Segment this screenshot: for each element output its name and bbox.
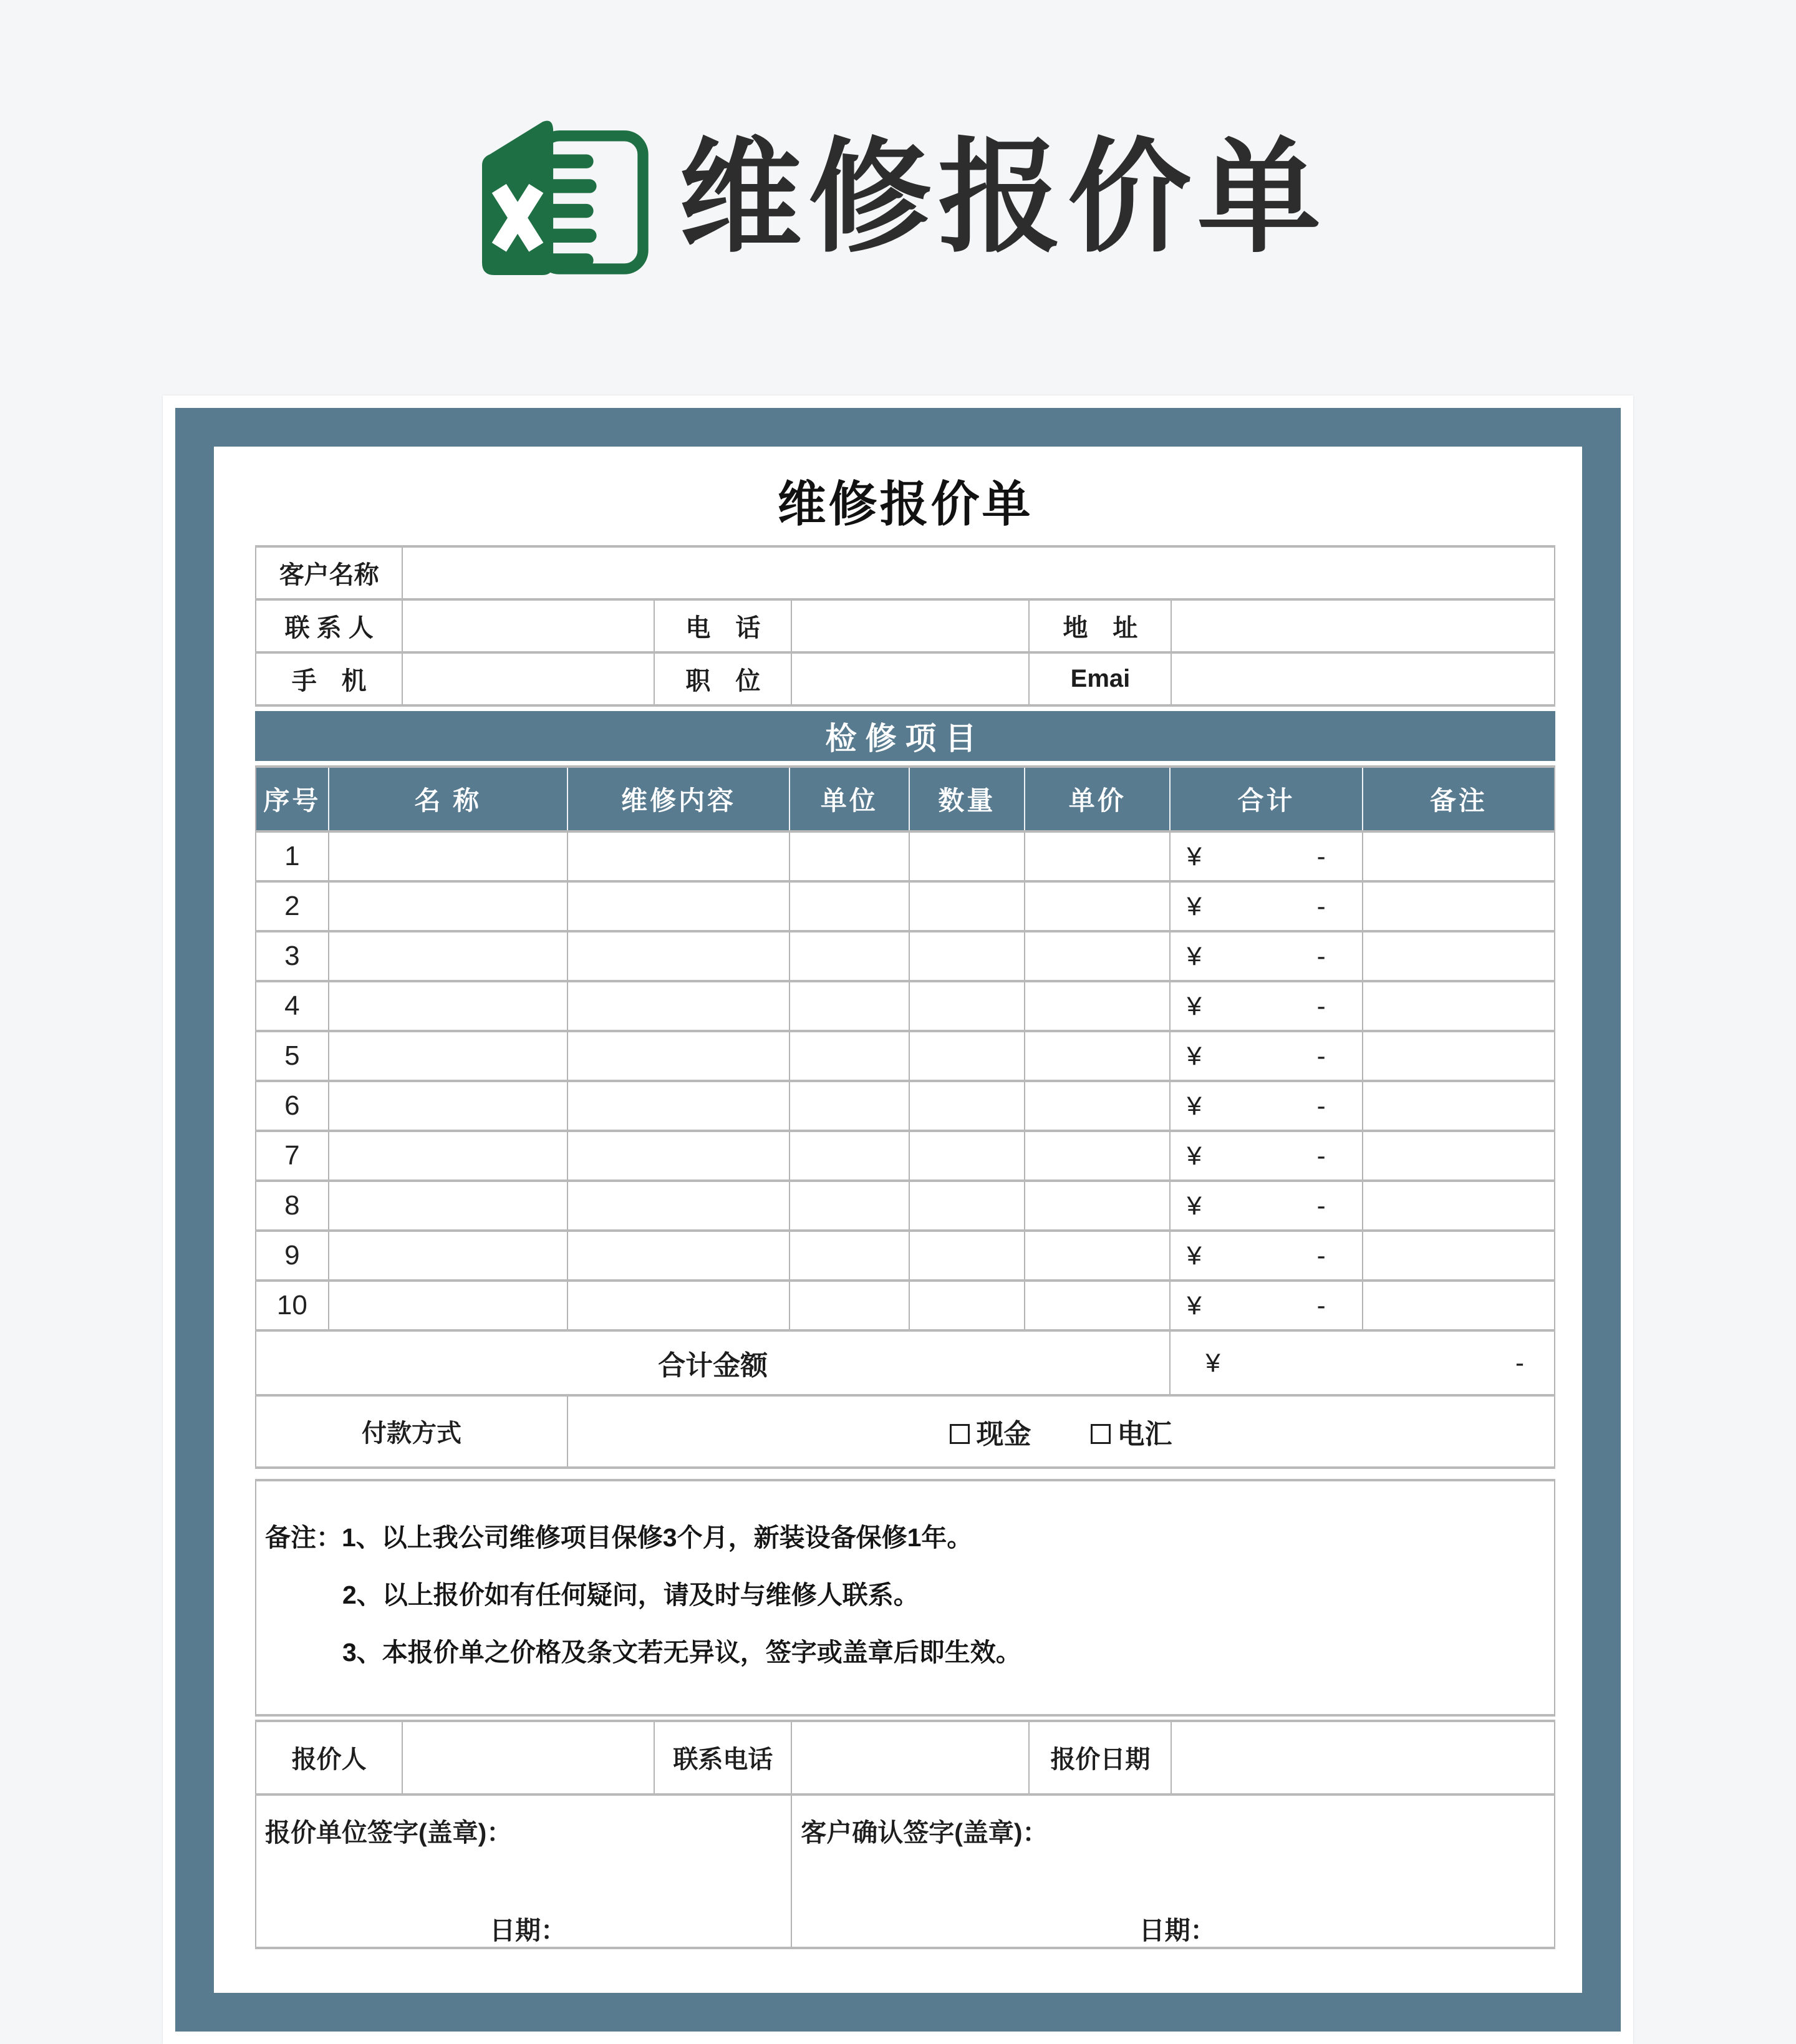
- item-no: 3: [256, 931, 329, 981]
- item-unit-cell[interactable]: [789, 981, 909, 1031]
- quoter-value-cell[interactable]: [402, 1721, 654, 1795]
- item-unit-cell[interactable]: [789, 1131, 909, 1181]
- quoter-label: 报价人: [256, 1721, 402, 1795]
- item-row: [256, 1131, 1555, 1181]
- contact-label: 联 系 人: [256, 599, 402, 652]
- mobile-value-cell[interactable]: [402, 652, 654, 705]
- item-price-cell[interactable]: [1025, 1231, 1170, 1281]
- vendor-signature-cell[interactable]: [256, 1795, 791, 1948]
- amount-dash: -: [1515, 1347, 1524, 1377]
- email-value-cell[interactable]: [1171, 652, 1555, 705]
- item-price-cell[interactable]: [1025, 1031, 1170, 1081]
- item-total-cell[interactable]: [1170, 981, 1362, 1031]
- item-name-cell[interactable]: [329, 981, 567, 1031]
- item-name-cell[interactable]: [329, 1231, 567, 1281]
- col-header-qty: 数量: [909, 767, 1025, 831]
- item-row: [256, 831, 1555, 881]
- payment-label: 付款方式: [256, 1395, 567, 1468]
- item-row: [256, 931, 1555, 981]
- item-remark-cell[interactable]: [1363, 1281, 1555, 1330]
- currency-symbol: ¥: [1187, 991, 1202, 1020]
- item-remark-cell[interactable]: [1363, 931, 1555, 981]
- wire-checkbox[interactable]: [1091, 1424, 1111, 1444]
- col-header-price: 单价: [1025, 767, 1170, 831]
- currency-symbol: ¥: [1205, 1347, 1220, 1377]
- currency-symbol: ¥: [1187, 1090, 1202, 1120]
- grand-total-amount-cell[interactable]: [1170, 1330, 1555, 1395]
- item-qty-cell[interactable]: [909, 1081, 1025, 1131]
- amount-dash: -: [1316, 941, 1326, 971]
- payment-option-wire: [1091, 1419, 1172, 1450]
- form-title: 维修报价单: [777, 477, 1033, 531]
- currency-symbol: ¥: [1187, 1140, 1202, 1170]
- grand-total-label: 合计金额: [256, 1330, 1170, 1395]
- template-card: [163, 395, 1633, 2044]
- amount-dash: -: [1316, 841, 1326, 871]
- note-text-1: 1、以上我公司维修项目保修3个月，新装设备保修1年。: [342, 1523, 973, 1552]
- position-label: 职 位: [654, 652, 791, 705]
- amount-dash: -: [1316, 991, 1326, 1020]
- item-no: 9: [256, 1231, 329, 1281]
- item-unit-cell[interactable]: [789, 881, 909, 931]
- item-total-cell[interactable]: [1170, 881, 1362, 931]
- item-price-cell[interactable]: [1025, 831, 1170, 881]
- item-price-cell[interactable]: [1025, 931, 1170, 981]
- item-qty-cell[interactable]: [909, 1131, 1025, 1181]
- item-total-cell[interactable]: [1170, 1231, 1362, 1281]
- item-qty-cell[interactable]: [909, 881, 1025, 931]
- amount-dash: -: [1316, 891, 1326, 921]
- page-title: 维修报价单: [678, 128, 1327, 266]
- item-qty-cell[interactable]: [909, 831, 1025, 881]
- item-price-cell[interactable]: [1025, 1281, 1170, 1330]
- phone-label: 电 话: [654, 599, 791, 652]
- contact-phone-value-cell[interactable]: [791, 1721, 1029, 1795]
- item-total-cell[interactable]: [1170, 1281, 1362, 1330]
- item-content-cell[interactable]: [567, 831, 789, 881]
- item-content-cell[interactable]: [567, 1131, 789, 1181]
- email-label: Emai: [1029, 652, 1171, 705]
- item-content-cell[interactable]: [567, 1231, 789, 1281]
- item-name-cell[interactable]: [329, 931, 567, 981]
- notes-prefix: 备注：: [265, 1523, 342, 1552]
- item-no: 5: [256, 1031, 329, 1081]
- item-price-cell[interactable]: [1025, 1131, 1170, 1181]
- contact-value-cell[interactable]: [402, 599, 654, 652]
- vendor-sign-date-label: 日期：: [490, 1916, 567, 1945]
- currency-symbol: ¥: [1187, 1290, 1202, 1320]
- quote-date-label: 报价日期: [1029, 1721, 1171, 1795]
- item-row: [256, 981, 1555, 1031]
- col-header-content: 维修内容: [567, 767, 789, 831]
- vendor-sign-label: 报价单位签字(盖章)：: [265, 1818, 513, 1847]
- customer-name-row: [256, 546, 1555, 599]
- item-qty-cell[interactable]: [909, 1231, 1025, 1281]
- item-qty-cell[interactable]: [909, 981, 1025, 1031]
- currency-symbol: ¥: [1187, 1190, 1202, 1220]
- item-unit-cell[interactable]: [789, 1031, 909, 1081]
- signature-row: [256, 1795, 1555, 1948]
- currency-symbol: ¥: [1187, 941, 1202, 971]
- item-content-cell[interactable]: [567, 1081, 789, 1131]
- quoter-row: [256, 1721, 1555, 1795]
- item-content-cell[interactable]: [567, 1031, 789, 1081]
- item-row: [256, 881, 1555, 931]
- item-price-cell[interactable]: [1025, 881, 1170, 931]
- item-total-cell[interactable]: [1170, 1081, 1362, 1131]
- item-content-cell[interactable]: [567, 981, 789, 1031]
- notes-box: [255, 1479, 1555, 1717]
- item-no: 6: [256, 1081, 329, 1131]
- phone-value-cell[interactable]: [791, 599, 1029, 652]
- item-price-cell[interactable]: [1025, 981, 1170, 1031]
- item-total-cell[interactable]: [1170, 1031, 1362, 1081]
- item-name-cell[interactable]: [329, 831, 567, 881]
- item-content-cell[interactable]: [567, 1281, 789, 1330]
- footer-table: [255, 1720, 1555, 1949]
- customer-name-value-cell[interactable]: [402, 546, 1555, 599]
- mobile-row: [256, 652, 1555, 705]
- item-remark-cell[interactable]: [1363, 981, 1555, 1031]
- cash-checkbox[interactable]: [950, 1424, 970, 1444]
- item-unit-cell[interactable]: [789, 931, 909, 981]
- amount-dash: -: [1316, 1190, 1326, 1220]
- item-remark-cell[interactable]: [1363, 1231, 1555, 1281]
- section-header-repair-items: 检修项目: [255, 711, 1555, 761]
- note-line-3: 3、本报价单之价格及条文若无异议，签字或盖章后即生效。: [342, 1638, 1021, 1667]
- note-line-1: [265, 1509, 1535, 1566]
- item-name-cell[interactable]: [329, 1281, 567, 1330]
- item-unit-cell[interactable]: [789, 1281, 909, 1330]
- quotation-sheet: [214, 447, 1582, 1993]
- item-name-cell[interactable]: [329, 1081, 567, 1131]
- item-price-cell[interactable]: [1025, 1181, 1170, 1231]
- item-row: [256, 1281, 1555, 1330]
- item-qty-cell[interactable]: [909, 1031, 1025, 1081]
- item-name-cell[interactable]: [329, 1181, 567, 1231]
- amount-dash: -: [1316, 1240, 1326, 1270]
- item-no: 1: [256, 831, 329, 881]
- item-unit-cell[interactable]: [789, 1181, 909, 1231]
- item-row: [256, 1181, 1555, 1231]
- item-price-cell[interactable]: [1025, 1081, 1170, 1131]
- col-header-no: 序号: [256, 767, 329, 831]
- customer-sign-label: 客户确认签字(盖章)：: [801, 1818, 1048, 1847]
- item-name-cell[interactable]: [329, 1131, 567, 1181]
- item-remark-cell[interactable]: [1363, 881, 1555, 931]
- item-no: 8: [256, 1181, 329, 1231]
- item-total-cell[interactable]: [1170, 1131, 1362, 1181]
- item-remark-cell[interactable]: [1363, 831, 1555, 881]
- card-frame: [175, 408, 1621, 2032]
- item-remark-cell[interactable]: [1363, 1031, 1555, 1081]
- item-total-cell[interactable]: [1170, 1181, 1362, 1231]
- item-remark-cell[interactable]: [1363, 1131, 1555, 1181]
- address-label: 地 址: [1029, 599, 1171, 652]
- contact-phone-label: 联系电话: [654, 1721, 791, 1795]
- items-header-row: [256, 767, 1555, 831]
- item-row: [256, 1081, 1555, 1131]
- customer-sign-date-label: 日期：: [1139, 1916, 1216, 1945]
- item-unit-cell[interactable]: [789, 1231, 909, 1281]
- item-content-cell[interactable]: [567, 1181, 789, 1231]
- excel-icon: [469, 117, 656, 278]
- amount-dash: -: [1316, 1290, 1326, 1320]
- col-header-name: 名 称: [329, 767, 567, 831]
- item-unit-cell[interactable]: [789, 831, 909, 881]
- contact-row: [256, 599, 1555, 652]
- amount-dash: -: [1316, 1040, 1326, 1070]
- customer-signature-cell[interactable]: [791, 1795, 1555, 1948]
- item-no: 4: [256, 981, 329, 1031]
- col-header-unit: 单位: [789, 767, 909, 831]
- item-remark-cell[interactable]: [1363, 1081, 1555, 1131]
- quote-date-value-cell[interactable]: [1171, 1721, 1555, 1795]
- item-total-cell[interactable]: [1170, 931, 1362, 981]
- payment-row: [256, 1395, 1555, 1468]
- address-value-cell[interactable]: [1171, 599, 1555, 652]
- page-header: [0, 0, 1796, 395]
- position-value-cell[interactable]: [791, 652, 1029, 705]
- item-name-cell[interactable]: [329, 881, 567, 931]
- col-header-total: 合计: [1170, 767, 1362, 831]
- item-qty-cell[interactable]: [909, 931, 1025, 981]
- item-row: [256, 1231, 1555, 1281]
- amount-dash: -: [1316, 1140, 1326, 1170]
- mobile-label: 手 机: [256, 652, 402, 705]
- currency-symbol: ¥: [1187, 1040, 1202, 1070]
- item-qty-cell[interactable]: [909, 1281, 1025, 1330]
- item-qty-cell[interactable]: [909, 1181, 1025, 1231]
- currency-symbol: ¥: [1187, 891, 1202, 921]
- item-no: 10: [256, 1281, 329, 1330]
- cash-label: 现金: [976, 1418, 1031, 1450]
- customer-info-table: [255, 545, 1555, 707]
- note-line-2: 2、以上报价如有任何疑问，请及时与维修人联系。: [342, 1581, 919, 1610]
- item-no: 2: [256, 881, 329, 931]
- item-total-cell[interactable]: [1170, 831, 1362, 881]
- item-content-cell[interactable]: [567, 881, 789, 931]
- item-name-cell[interactable]: [329, 1031, 567, 1081]
- item-no: 7: [256, 1131, 329, 1181]
- item-content-cell[interactable]: [567, 931, 789, 981]
- currency-symbol: ¥: [1187, 1240, 1202, 1270]
- wire-label: 电汇: [1117, 1418, 1172, 1450]
- amount-dash: -: [1316, 1090, 1326, 1120]
- payment-option-cash: [950, 1419, 1031, 1450]
- payment-options-cell: [567, 1395, 1555, 1468]
- item-unit-cell[interactable]: [789, 1081, 909, 1131]
- item-row: [256, 1031, 1555, 1081]
- currency-symbol: ¥: [1187, 841, 1202, 871]
- repair-items-table: [255, 765, 1555, 1469]
- customer-name-label: 客户名称: [256, 546, 402, 599]
- item-remark-cell[interactable]: [1363, 1181, 1555, 1231]
- col-header-remark: 备注: [1363, 767, 1555, 831]
- grand-total-row: [256, 1330, 1555, 1395]
